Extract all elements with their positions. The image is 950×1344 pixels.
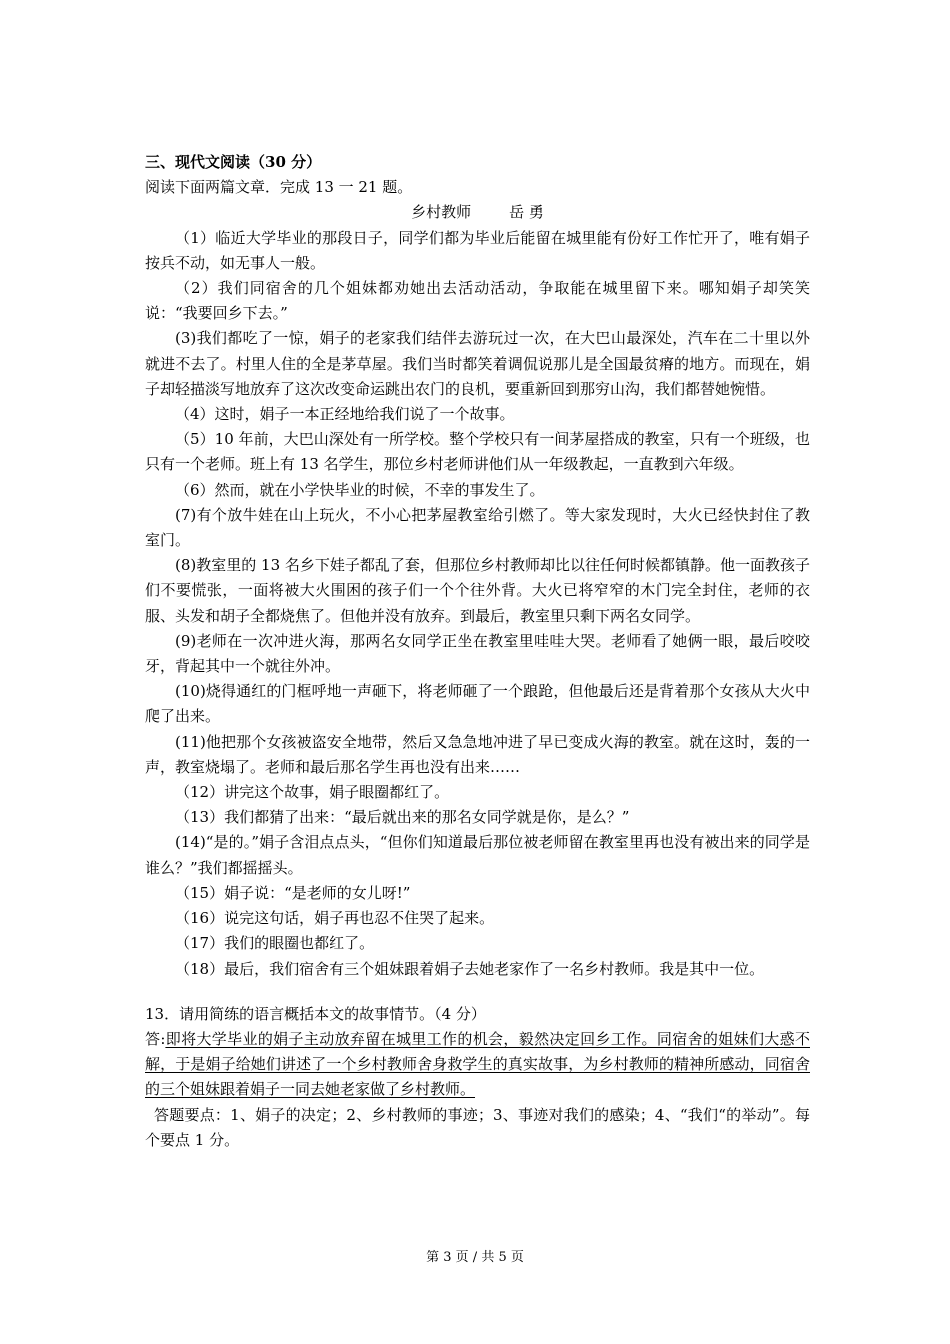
article-heading <box>145 200 810 225</box>
article-paragraph-9: (9)老师在一次冲进火海，那两名女同学正坐在教室里哇哇大哭。老师看了她俩一眼，最后咬咬牙，背起其中一个就往外冲。 <box>145 631 810 676</box>
scoring-points: 答题要点：1、娟子的决定；2、乡村教师的事迹；3、事迹对我们的感染；4、“我们“的举动”。每个要点 1 分。 <box>145 1105 810 1149</box>
page-footer: 第 3 页 / 共 5 页 <box>426 1250 524 1265</box>
article-paragraph-18: （18）最后，我们宿舍有三个姐妹跟着娟子去她老家作了一名乡村教师。我是其中一位。 <box>175 959 765 978</box>
article-paragraph-10: (10)烧得通红的门框呼地一声砸下，将老师砸了一个踉跄，但他最后还是背着那个女孩从大火中爬了出来。 <box>145 682 810 726</box>
answer-label: 答: <box>145 1029 166 1048</box>
article-paragraph-15: （15）娟子说：“是老师的女儿呀!” <box>175 883 411 902</box>
article-paragraph-1: （1）临近大学毕业的那段日子，同学们都为毕业后能留在城里能有份好工作忙开了，唯有娟子按兵不动，如无事人一般。 <box>145 228 810 272</box>
article-paragraph-17: （17）我们的眼圈也都红了。 <box>175 934 375 953</box>
article-paragraph-8: (8)教室里的 13 名乡下娃子都乱了套，但那位乡村教师却比以往任何时候都镇静。他一面教孩子们不要慌张，一面将被大火围困的孩子们一个个往外背。大火已将窄窄的木门完全封住，老师的衣服、头发和胡子全都烧焦了。但他并没有放弃。到最后，教室里只剩下两名女同学。 <box>145 556 810 625</box>
article-paragraph-16: （16）说完这句话，娟子再也忍不住哭了起来。 <box>175 909 495 928</box>
article-paragraph-14: (14)“是的。”娟子含泪点点头，“但你们知道最后那位被老师留在教室里再也没有被出来的同学是谁么？”我们都摇摇头。 <box>145 833 810 877</box>
article-paragraph-7: (7)有个放牛娃在山上玩火，不小心把茅屋教室给引燃了。等大家发现时，大火已经快封住了教室门。 <box>145 505 810 550</box>
article-paragraph-12: （12）讲完这个故事，娟子眼圈都红了。 <box>175 783 450 802</box>
section-title: 三、现代文阅读（30 分） <box>145 153 322 171</box>
article-paragraph-13: （13）我们都猜了出来：“最后就出来的那名女同学就是你，是么？” <box>175 808 630 827</box>
article-paragraph-3: (3)我们都吃了一惊，娟子的老家我们结伴去游玩过一次，在大巴山最深处，汽车在二十里以外就进不去了。村里人住的全是茅草屋。我们当时都笑着调侃说那儿是全国最贫瘠的地方。而现在，娟子却轻描淡写地放弃了这次改变命运跳出农门的良机，要重新回到那穷山沟，我们都替她惋惜。 <box>145 329 810 398</box>
article-paragraph-2: （2）我们同宿舍的几个姐妹都劝她出去活动活动，争取能在城里留下来。哪知娟子却笑笑说：“我要回乡下去。” <box>145 279 810 323</box>
article-paragraph-11: (11)他把那个女孩被盗安全地带，然后又急急地冲进了早已变成火海的教室。就在这时，轰的一声，教室烧塌了。老师和最后那名学生再也没有出来…… <box>145 732 810 776</box>
question-13-answer <box>145 1027 810 1103</box>
answer-text: 即将大学毕业的娟子主动放弃留在城里工作的机会，毅然决定回乡工作。同宿舍的姐妹们大惑不解，于是娟子给她们讲述了一个乡村教师舍身救学生的真实故事，为乡村教师的精神所感动，同宿舍的三个姐妹跟着娟子一同去她老家做了乡村教师。 <box>145 1029 810 1099</box>
section-intro: 阅读下面两篇文章．完成 13 一 21 题。 <box>145 178 413 197</box>
article-title: 乡村教师 <box>411 203 472 222</box>
page-content <box>145 150 810 1153</box>
question-13-prompt: 13．请用简练的语言概括本文的故事情节。（4 分） <box>145 1004 486 1023</box>
article-paragraph-6: （6）然而，就在小学快毕业的时候，不幸的事发生了。 <box>175 480 545 499</box>
article-paragraph-5: （5）10 年前，大巴山深处有一所学校。整个学校只有一间茅屋搭成的教室，只有一个班级，也只有一个老师。班上有 13 名学生，那位乡村老师讲他们从一年级教起，一直教到六年级。 <box>145 430 810 474</box>
article-author: 岳 勇 <box>509 203 544 222</box>
article-paragraph-4: （4）这时，娟子一本正经地给我们说了一个故事。 <box>175 405 515 424</box>
